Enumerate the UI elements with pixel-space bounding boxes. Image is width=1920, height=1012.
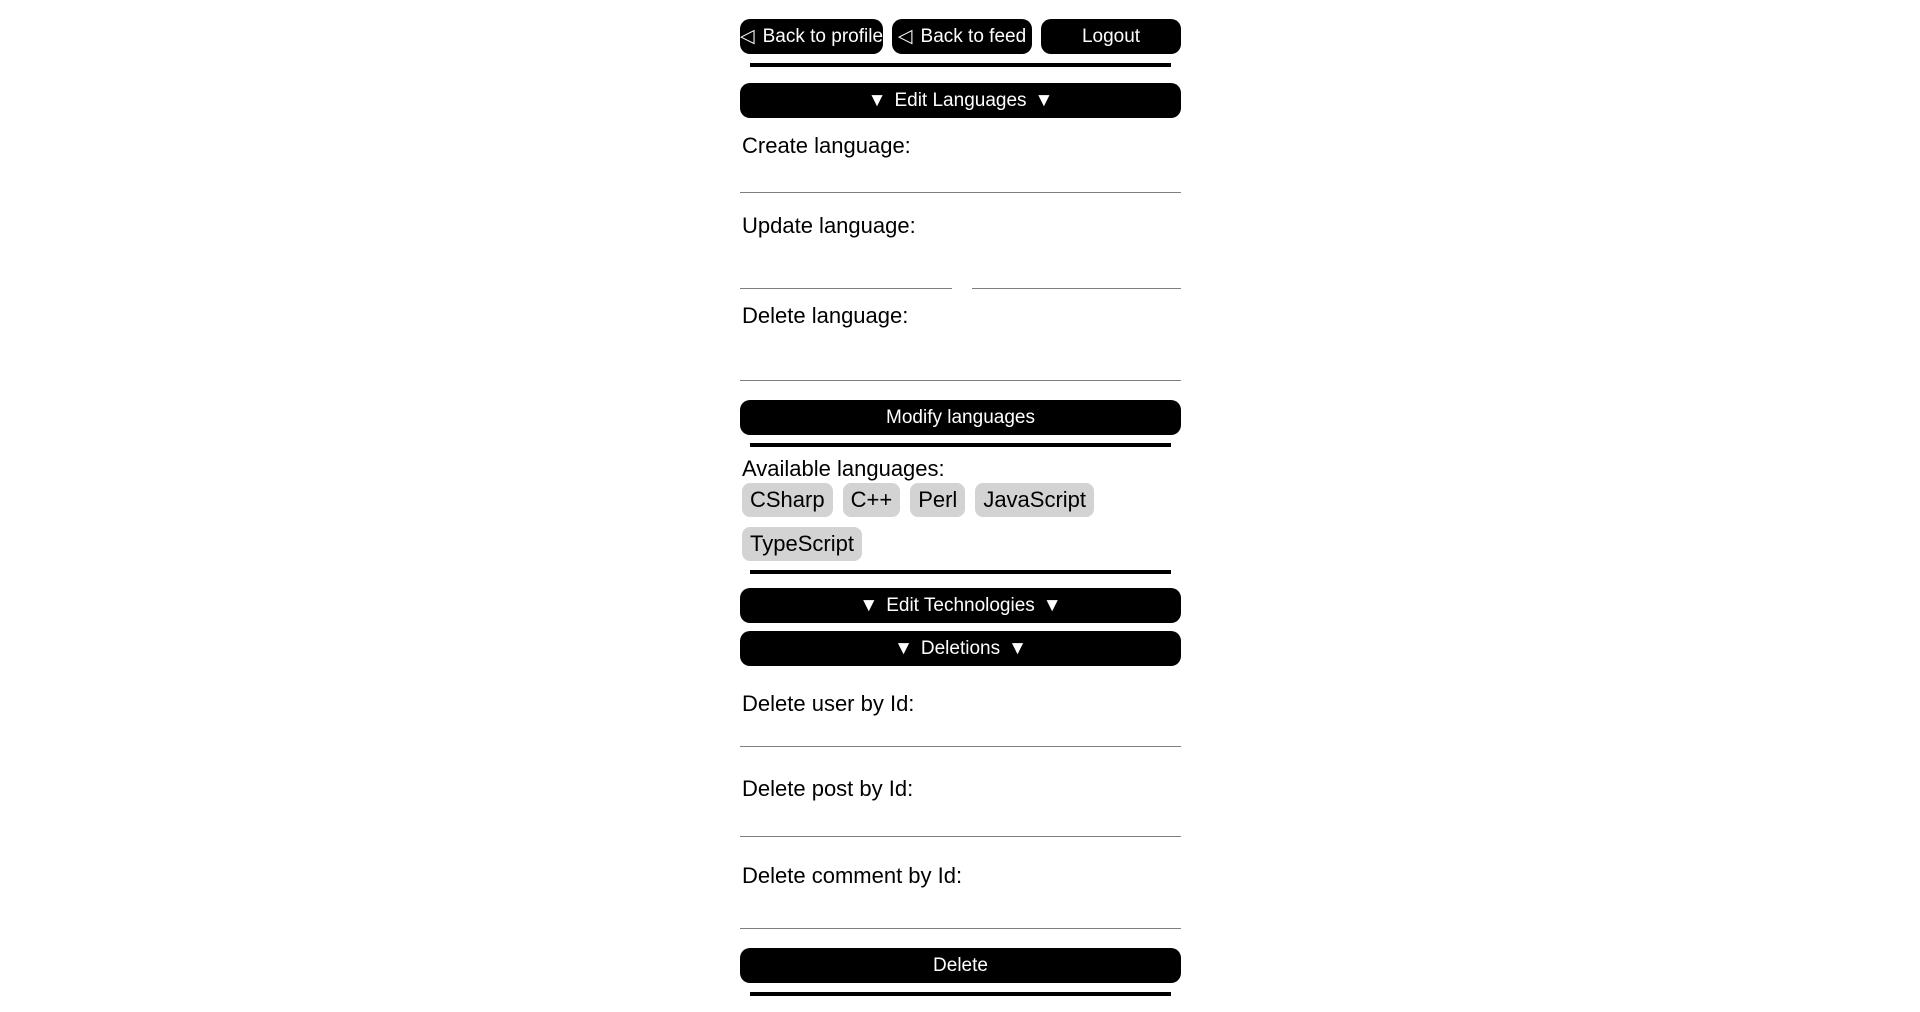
update-language-label: Update language: — [742, 213, 916, 238]
back-to-feed-label: Back to feed — [920, 25, 1027, 47]
edit-languages-header-label: Edit Languages — [894, 89, 1027, 111]
create-language-label: Create language: — [742, 133, 911, 158]
delete-language-input[interactable] — [740, 346, 1181, 381]
edit-technologies-header-label: Edit Technologies — [886, 594, 1035, 616]
section-divider — [750, 992, 1171, 996]
section-divider — [750, 63, 1171, 67]
delete-user-input[interactable] — [740, 712, 1181, 747]
deletions-header-label: Deletions — [920, 637, 1001, 659]
language-tag-list — [742, 483, 1183, 561]
delete-button[interactable] — [740, 948, 1181, 983]
language-tag: Perl — [910, 483, 965, 517]
edit-technologies-toggle[interactable] — [740, 588, 1181, 623]
language-tag: JavaScript — [975, 483, 1094, 517]
back-to-profile-button[interactable] — [740, 19, 883, 54]
delete-language-label: Delete language: — [742, 303, 909, 328]
deletions-toggle[interactable] — [740, 631, 1181, 666]
language-tag: TypeScript — [742, 527, 862, 561]
top-button-row — [740, 19, 1181, 54]
caret-down-icon: ▼ — [1034, 89, 1054, 111]
delete-user-label: Delete user by Id: — [742, 691, 915, 716]
caret-down-icon: ▼ — [1042, 594, 1062, 616]
delete-post-input[interactable] — [740, 802, 1181, 837]
modify-languages-label: Modify languages — [886, 406, 1035, 428]
language-tag: C++ — [843, 483, 901, 517]
available-languages-label: Available languages: — [742, 456, 945, 481]
logout-button[interactable] — [1041, 19, 1181, 54]
logout-label: Logout — [1081, 25, 1141, 47]
edit-languages-toggle[interactable] — [740, 83, 1181, 118]
caret-down-icon: ▼ — [859, 594, 879, 616]
back-to-profile-label: Back to profile — [762, 25, 884, 47]
caret-down-icon: ▼ — [894, 637, 913, 659]
admin-panel — [740, 0, 1181, 1012]
delete-post-label: Delete post by Id: — [742, 776, 914, 801]
section-divider — [750, 443, 1171, 447]
language-tag: CSharp — [742, 483, 833, 517]
section-divider — [750, 570, 1171, 574]
delete-comment-label: Delete comment by Id: — [742, 863, 963, 888]
delete-comment-input[interactable] — [740, 894, 1181, 929]
create-language-input[interactable] — [740, 158, 1181, 193]
back-to-feed-button[interactable] — [892, 19, 1032, 54]
modify-languages-button[interactable] — [740, 400, 1181, 435]
caret-down-icon: ▼ — [1008, 637, 1027, 659]
back-triangle-icon: ◁ — [740, 26, 755, 47]
update-language-name-input[interactable] — [740, 254, 952, 289]
back-triangle-icon: ◁ — [897, 26, 913, 47]
caret-down-icon: ▼ — [867, 89, 887, 111]
update-language-new-name-input[interactable] — [972, 254, 1181, 289]
delete-button-label: Delete — [933, 954, 988, 976]
